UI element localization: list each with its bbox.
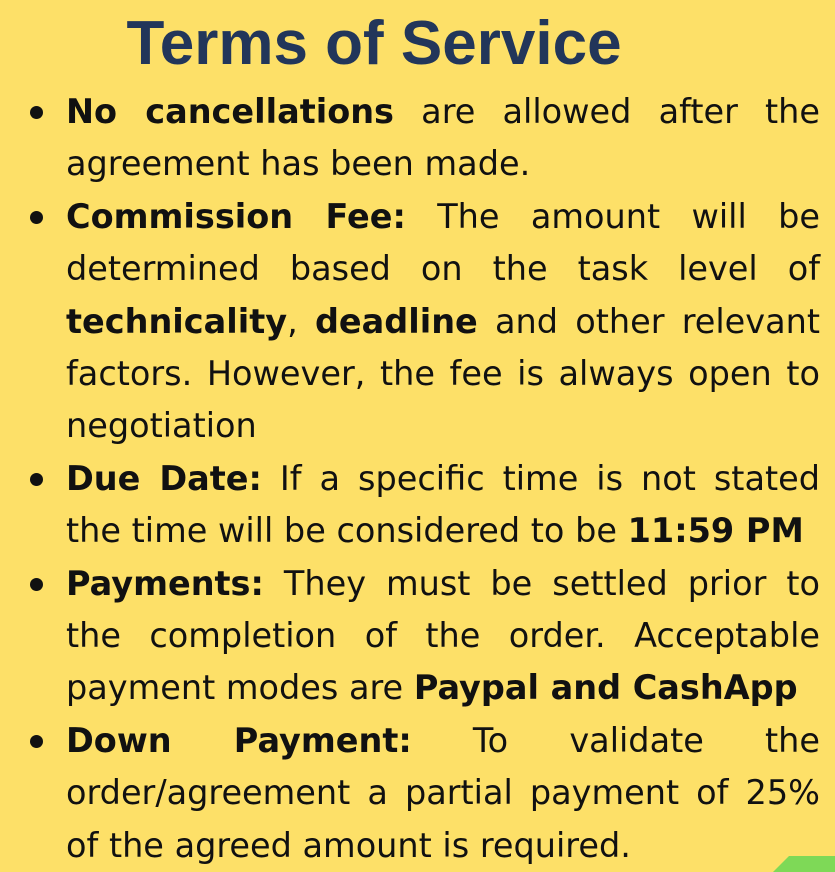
term-commission-fee <box>28 191 820 453</box>
term-no-cancellations <box>28 86 820 191</box>
term-text: If a specific time is not stated the time will be considered to be <box>66 458 820 551</box>
term-heading: Payments: <box>66 563 264 603</box>
terms-list <box>28 86 820 872</box>
page-title: Terms of Service <box>126 9 622 78</box>
bullet-icon <box>30 578 43 591</box>
term-due-date <box>28 453 820 558</box>
term-text: To validate the order/agreement a partial payment of 25% of the agreed amount is required. <box>66 720 820 865</box>
term-emphasis-technicality: technicality <box>66 301 288 341</box>
term-payments <box>28 558 820 715</box>
bullet-icon <box>30 735 43 748</box>
term-emphasis-time: 11:59 PM <box>627 511 804 551</box>
bullet-icon <box>30 211 43 224</box>
term-text: and other relevant factors. However, the fee is always open to negotiation <box>66 301 820 446</box>
term-heading: Due Date: <box>66 458 262 498</box>
term-heading: No cancellations <box>66 92 394 131</box>
term-text: They must be settled prior to the completion of the order. Acceptable payment modes are <box>66 563 820 708</box>
term-down-payment <box>28 715 820 872</box>
bullet-icon <box>30 106 43 119</box>
term-emphasis-deadline: deadline <box>314 301 478 341</box>
term-emphasis-payment-modes: Paypal and CashApp <box>413 668 798 708</box>
term-separator: , <box>287 301 315 341</box>
bullet-icon <box>30 473 43 486</box>
term-heading: Commission Fee: <box>66 196 406 236</box>
term-text: The amount will be determined based on the task level of <box>66 196 820 289</box>
term-heading: Down Payment: <box>66 720 412 760</box>
term-text: are allowed after the agreement has been made. <box>66 92 820 184</box>
